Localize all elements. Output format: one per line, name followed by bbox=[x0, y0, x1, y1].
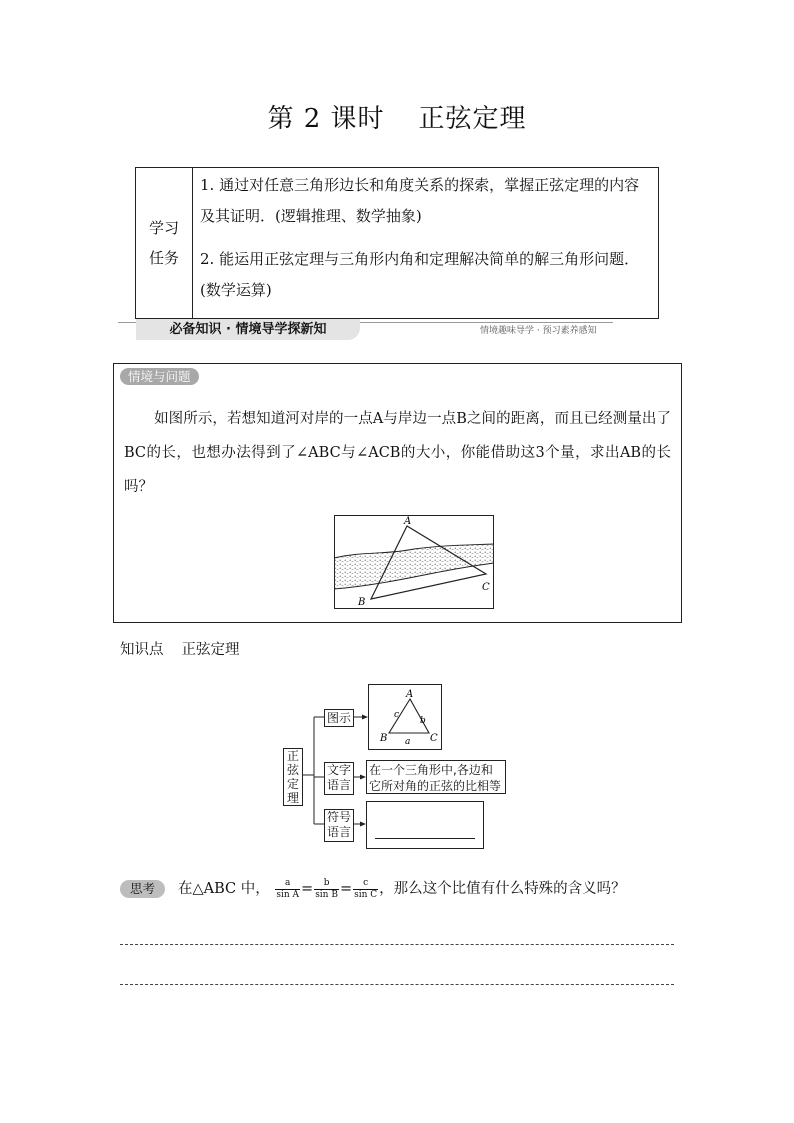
scenario-paragraph: 如图所示，若想知道河对岸的一点A与岸边一点B之间的距离，而且已经测量出了BC的长，也想办法得到了∠ABC与∠ACB的大小，你能借助这3个量，求出AB的长吗？ bbox=[124, 411, 671, 495]
root-box-sine-law bbox=[283, 748, 303, 806]
section-banner-title: 必备知识 · 情境导学探新知 bbox=[136, 319, 360, 340]
branch-text-label: 文字语言 bbox=[327, 763, 352, 792]
symbol-language-answer-box bbox=[366, 801, 484, 849]
scenario-tag: 情境与问题 bbox=[120, 368, 199, 385]
frac2-numerator: b bbox=[314, 878, 339, 890]
river-triangle-figure bbox=[334, 515, 494, 609]
section-banner bbox=[118, 319, 613, 343]
learning-tasks-content bbox=[200, 170, 652, 306]
fraction-b-over-sin-b bbox=[314, 878, 339, 901]
fraction-a-over-sin-a bbox=[275, 878, 300, 901]
section-banner-subtitle: 情境趣味导学 · 预习素养感知 bbox=[480, 326, 597, 336]
task-item-1: 1. 通过对任意三角形边长和角度关系的探索，掌握正弦定理的内容及其证明．(逻辑推理、数学抽象) bbox=[200, 176, 640, 225]
point-a-label: A bbox=[404, 516, 412, 527]
answer-line-1[interactable] bbox=[120, 944, 674, 945]
equals-sign-1: = bbox=[301, 881, 314, 897]
branch-symbol-label: 符号语言 bbox=[327, 810, 352, 839]
vertex-c-label: C bbox=[430, 733, 438, 744]
triangle-abc-figure bbox=[369, 685, 441, 749]
knowledge-point-label: 知识点 bbox=[120, 642, 164, 658]
text-language-content: 在一个三角形中,各边和它所对角的正弦的比相等 bbox=[366, 760, 506, 794]
side-b-label: b bbox=[420, 716, 426, 726]
side-c-label: c bbox=[394, 710, 400, 720]
answer-blank-line[interactable] bbox=[375, 838, 475, 839]
vertex-b-label: B bbox=[380, 733, 388, 744]
task-item-2: 2. 能运用正弦定理与三角形内角和定理解决简单的解三角形问题．(数学运算) bbox=[200, 250, 640, 299]
vertex-a-label: A bbox=[406, 689, 414, 700]
learning-tasks-label bbox=[136, 168, 193, 318]
knowledge-point-topic: 正弦定理 bbox=[181, 642, 240, 658]
point-b-label: B bbox=[358, 597, 366, 608]
equals-sign-2: = bbox=[339, 881, 353, 897]
knowledge-point-heading bbox=[120, 638, 240, 659]
think-question-text bbox=[178, 877, 626, 901]
triangle-figure-box bbox=[368, 684, 442, 750]
scenario-text bbox=[124, 402, 671, 504]
point-c-label: C bbox=[482, 582, 490, 593]
think-pre-text: 在△ABC 中， bbox=[178, 881, 270, 897]
lesson-topic: 正弦定理 bbox=[418, 104, 527, 134]
frac3-numerator: c bbox=[353, 878, 378, 890]
fraction-c-over-sin-c bbox=[353, 878, 378, 901]
scenario-box bbox=[113, 363, 682, 623]
think-tag: 思考 bbox=[120, 880, 165, 898]
frac3-denominator: sin C bbox=[354, 889, 378, 900]
frac1-denominator: sin A bbox=[276, 889, 300, 900]
sine-law-concept-map bbox=[260, 680, 530, 860]
learning-tasks-table bbox=[135, 167, 659, 319]
side-a-label: a bbox=[405, 737, 411, 747]
branch-text-box bbox=[324, 762, 354, 795]
answer-line-2[interactable] bbox=[120, 984, 674, 985]
lesson-number: 第 2 课时 bbox=[267, 104, 385, 134]
think-question bbox=[120, 877, 720, 907]
label-line-2: 任务 bbox=[148, 249, 179, 267]
branch-symbol-box bbox=[324, 809, 354, 842]
frac1-numerator: a bbox=[275, 878, 300, 890]
think-post-text: ，那么这个比值有什么特殊的含义吗？ bbox=[379, 881, 626, 897]
frac2-denominator: sin B bbox=[315, 889, 338, 900]
page-title bbox=[0, 98, 794, 135]
root-box-label: 正弦定理 bbox=[287, 749, 300, 805]
branch-figure-box: 图示 bbox=[324, 709, 354, 727]
label-line-1: 学习 bbox=[148, 219, 179, 237]
